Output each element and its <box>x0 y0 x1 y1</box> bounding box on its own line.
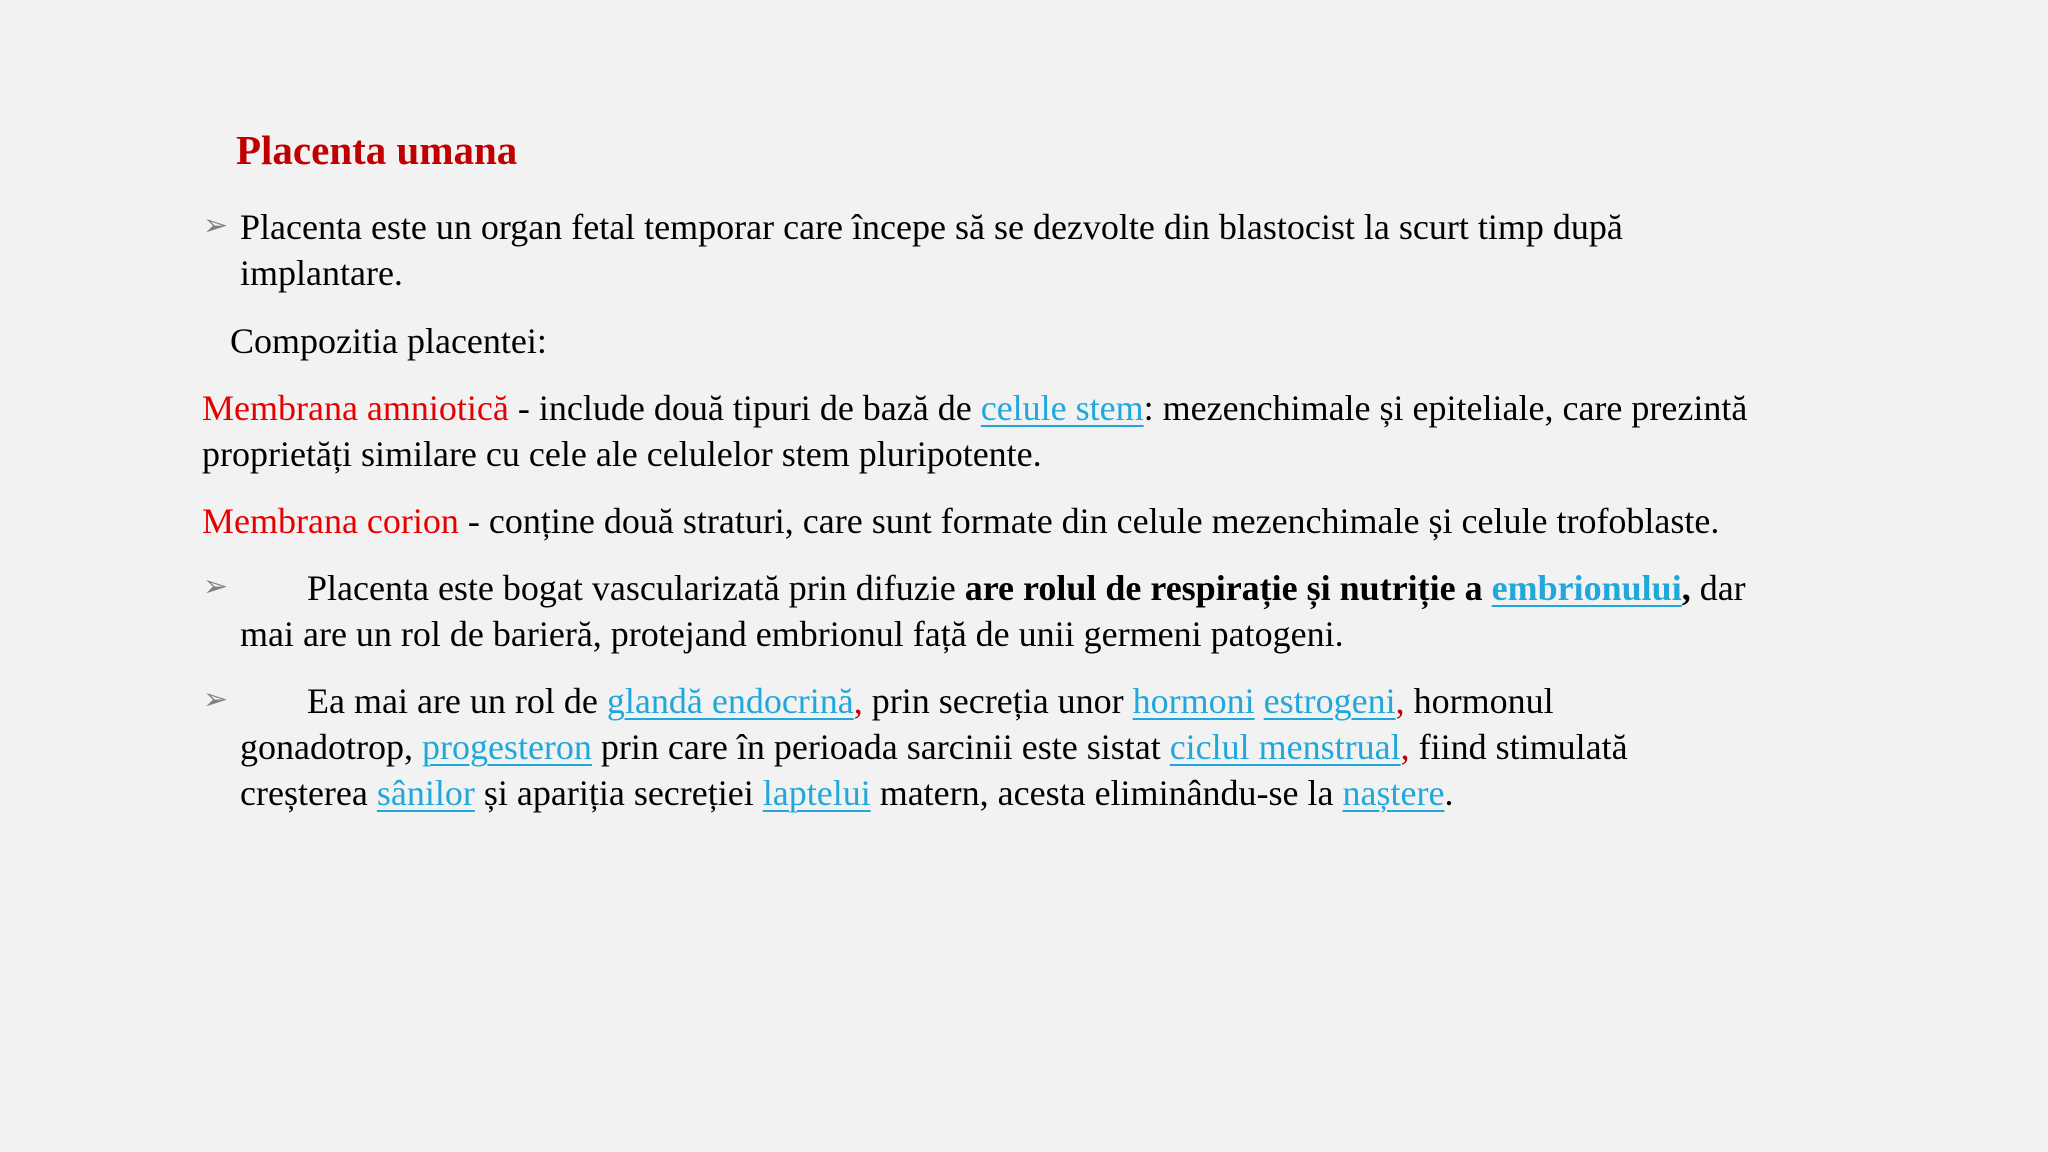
link-ciclul-menstrual[interactable]: ciclul menstrual <box>1169 727 1401 767</box>
composition-heading: Compozitia placentei: <box>230 321 547 361</box>
p4-bold-comma: , <box>1681 568 1691 608</box>
p2-text-b: : mezenchimale și epiteliale, care prezintă <box>1143 388 1748 428</box>
p2-line1 <box>202 385 1747 431</box>
p4-text-b: dar <box>1690 568 1746 608</box>
p5-text-a: Ea mai are un rol de <box>307 681 607 721</box>
link-laptelui[interactable]: laptelui <box>762 773 871 813</box>
bullet-arrow-icon: ➢ <box>203 682 229 717</box>
p5-line3 <box>240 770 1453 816</box>
bullet-arrow-icon: ➢ <box>203 208 229 243</box>
p5-line2-b: prin care în perioada sarcinii este sistat <box>591 727 1170 767</box>
link-sanilor[interactable]: sânilor <box>376 773 475 813</box>
p5-text-b: prin secreția unor <box>862 681 1133 721</box>
p4-bold-text: are rolul de respirație și nutriție a <box>964 568 1492 608</box>
p1-line1: Placenta este un organ fetal temporar care începe să se dezvolte din blastocist la scurt timp după <box>240 207 1623 247</box>
p5-comma1: , <box>853 681 863 721</box>
p5-line3-b: și apariția secreției <box>474 773 763 813</box>
link-glanda-endocrina[interactable]: glandă endocrină <box>606 681 854 721</box>
link-celule-stem[interactable]: celule stem <box>980 388 1144 428</box>
p5-space1 <box>1255 681 1264 721</box>
p5-text-c: hormonul <box>1404 681 1554 721</box>
p4-text-a: Placenta este bogat vascularizată prin difuzie <box>307 568 965 608</box>
p5-line2-c: fiind stimulată <box>1409 727 1628 767</box>
p5-line2 <box>240 724 1628 770</box>
p5-line3-d: . <box>1444 773 1454 813</box>
p5-line3-c: matern, acesta eliminându-se la <box>870 773 1343 813</box>
p5-line2-a: gonadotrop, <box>240 727 422 767</box>
slide-title: Placenta umana <box>236 127 518 173</box>
p4-line1 <box>307 565 1746 611</box>
p5-line3-a: creșterea <box>240 773 377 813</box>
p5-comma3: , <box>1400 727 1410 767</box>
link-embrionului[interactable]: embrionului <box>1491 568 1682 608</box>
link-estrogeni[interactable]: estrogeni <box>1263 681 1396 721</box>
link-hormoni[interactable]: hormoni <box>1132 681 1255 721</box>
term-membrana-corion: Membrana corion <box>202 501 459 541</box>
p1-line2: implantare. <box>240 253 403 293</box>
p4-line2: mai are un rol de barieră, protejand embrionul față de unii germeni patogeni. <box>240 614 1344 654</box>
p3-text: - conține două straturi, care sunt formate din celule mezenchimale și celule trofoblaste. <box>458 501 1720 541</box>
p2-line2: proprietăți similare cu cele ale celulelor stem pluripotente. <box>202 434 1042 474</box>
p3-line1 <box>202 498 1719 544</box>
p2-text-a: - include două tipuri de bază de <box>508 388 981 428</box>
bullet-arrow-icon: ➢ <box>203 569 229 604</box>
link-nastere[interactable]: naștere <box>1342 773 1445 813</box>
term-membrana-amniotica: Membrana amniotică <box>202 388 509 428</box>
p5-comma2: , <box>1395 681 1405 721</box>
p5-line1 <box>307 678 1554 724</box>
link-progesteron[interactable]: progesteron <box>421 727 592 767</box>
